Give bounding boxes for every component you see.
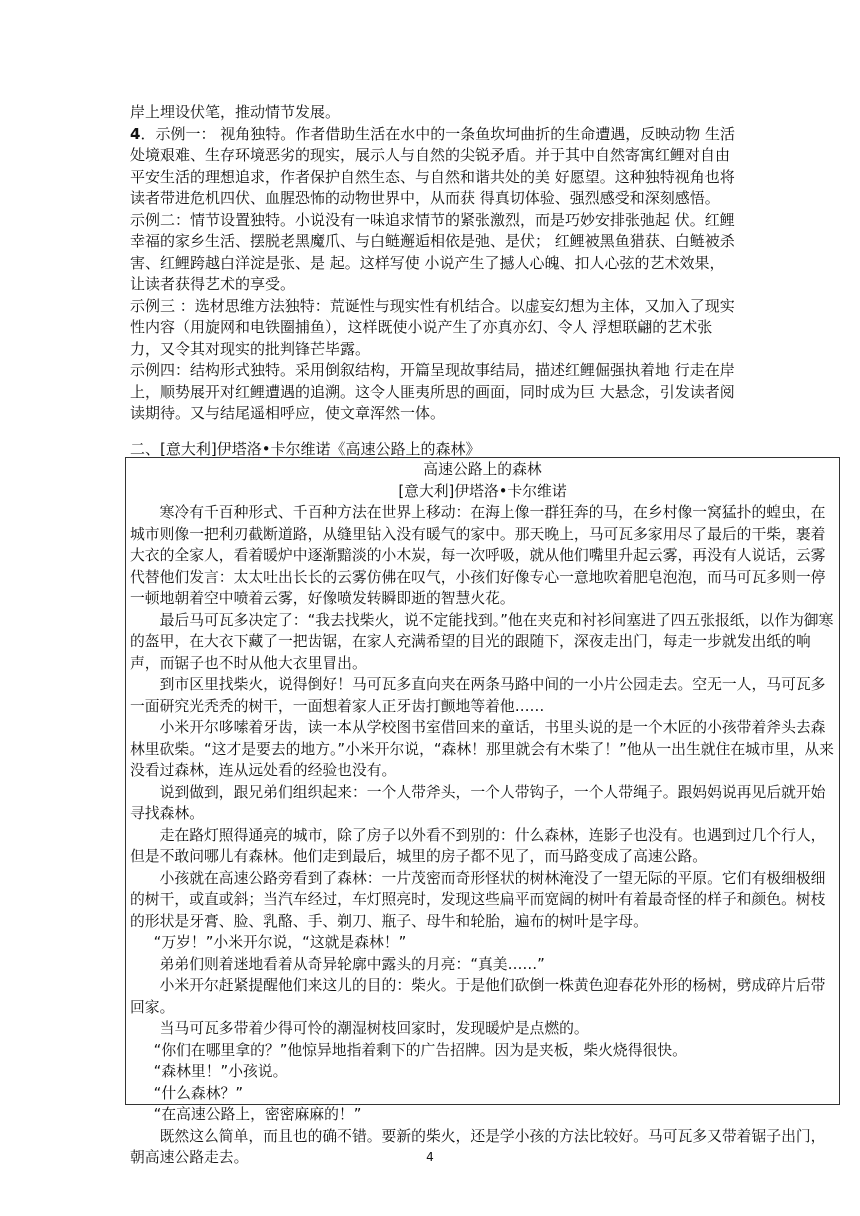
story-paragraph: 说到做到，跟兄弟们组织起来：一个人带斧头，一个人带钩子，一个人带绳子。跟妈妈说再见后就开始寻找森林。: [130, 783, 826, 822]
item-number: 4: [130, 124, 141, 143]
story-title: 高速公路上的森林: [423, 461, 542, 478]
story-paragraph: 当马可瓦多带着少得可怜的潮湿树枝回家时，发现暖炉是点燃的。: [159, 1020, 589, 1037]
story-paragraph: 到市区里找柴火，说得倒好！马可瓦多直向夹在两条马路中间的一小片公园走去。空无一人，马可瓦多一面研究光秃秃的树干，一面想着家人正牙齿打颤地等着他……: [130, 676, 826, 715]
story-paragraph: 最后马可瓦多决定了：“我去找柴火，说不定能找到。”他在夹克和衬衫间塞进了四五张报纸，以作为御寒的盔甲，在大衣下藏了一把齿锯，在家人充满希望的目光的跟随下，深夜走出门，每走一步就发出纸的响声，而锯子也不时从他大衣里冒出。: [130, 611, 834, 672]
story-paragraph: 小米开尔赶紧提醒他们来这儿的目的：柴火。于是他们砍倒一株黄色迎春花外形的杨树，劈成碎片后带回家。: [130, 977, 826, 1016]
story-paragraph: 小孩就在高速公路旁看到了森林：一片茂密而奇形怪状的树林淹没了一望无际的平原。它们有极细极细的树干，或直或斜；当汽车经过，车灯照亮时，发现这些扁平而宽阔的树叶有着最奇怪的样子和颜色。树枝的形状是牙膏、脸、乳酪、手、剃刀、瓶子、母牛和轮胎，遍布的树叶是字母。: [130, 869, 826, 930]
example-4: 示例四：结构形式独特。采用倒叙结构，开篇呈现故事结局，描述红鲤倔强执着地 行走在岸上，顺势展开对红鲤遭遇的追溯。这令人匪夷所思的画面，同时成为巨 大悬念，引发读者阅读期待。又与结尾遥相呼应，使文章浑然一体。: [130, 361, 735, 422]
story-dialog: “你们在哪里拿的？”他惊异地指着剩下的广告招牌。因为是夹板，柴火烧得很快。: [153, 1041, 687, 1059]
story-dialog: “在高速公路上，密密麻麻的！”: [153, 1106, 362, 1123]
story-paragraph: 既然这么简单，而且也的确不错。要新的柴火，还是学小孩的方法比较好。马可瓦多又带着锯子出门，朝高速公路走去。: [130, 1127, 826, 1166]
story-author: [意大利]伊塔洛•卡尔维诺: [398, 482, 567, 500]
story-paragraph: 走在路灯照得通亮的城市，除了房子以外看不到别的：什么森林，连影子也没有。也遇到过几个行人，但是不敢问哪儿有森林。他们走到最后，城里的房子都不见了，而马路变成了高速公路。: [130, 826, 826, 865]
story-box: [125, 457, 840, 1166]
section-heading: 二、[意大利]伊塔洛•卡尔维诺《高速公路上的森林》: [130, 440, 481, 458]
story-dialog: “什么森林？”: [153, 1084, 243, 1102]
example-2: 示例二：情节设置独特。小说没有一味追求情节的紧张激烈，而是巧妙安排张弛起 伏。红鲤幸福的家乡生活、摆脱老黑魔爪、与白鲢邂逅相依是弛、是伏； 红鲤被黑鱼猎获、白鲢被杀害、红鲤跨越白洋淀是张、是 起。这样写使 小说产生了撼人心魄、扣人心弦的艺术效果，让读者获得艺术的享受。: [130, 210, 735, 293]
story-paragraph: 弟弟们则着迷地看着从奇异轮廓中露头的月亮：“真美……”: [159, 955, 545, 973]
story-paragraph: 小米开尔哆嗦着牙齿，读一本从学校图书室借回来的童话，书里头说的是一个木匠的小孩带着斧头去森林里砍柴。“这才是要去的地方。”小米开尔说，“森林！那里就会有木柴了！”他从一出生就住在城市里，从来没看过森林，连从远处看的经验也没有。: [130, 719, 834, 779]
answer-section: [130, 102, 738, 425]
item-4-text: ．示例一： 视角独特。作者借助生活在水中的一条鱼坎坷曲折的生命遭遇，反映动物 生活处境艰难、生存环境恶劣的现实，展示人与自然的尖锐矛盾。并于其中自然寄寓红鲤对自由平安生活的理想追求，作者保护自然生态、与自然和谐共处的美 好愿望。这种独特视角也将读者带进危机四伏、血腥恐怖的动物世界中，从而获 得真切体验、强烈感受和深刻感悟。: [130, 124, 735, 207]
carry-over-line: 岸上埋设伏笔，推动情节发展。: [130, 103, 341, 121]
page-number: 4: [426, 1150, 434, 1164]
answer-item-4: [130, 124, 738, 210]
story-paragraph: 寒冷有千百种形式、千百种方法在世界上移动：在海上像一群狂奔的马，在乡村像一窝猛扑的蝗虫，在城市则像一把利刃截断道路，从缝里钻入没有暖气的家中。那天晚上，马可瓦多家用尽了最后的干柴，裹着大衣的全家人，看着暖炉中逐渐黯淡的小木炭，每一次呼吸，就从他们嘴里升起云雾，再没有人说话，云雾代替他们发言：太太吐出长长的云雾仿佛在叹气，小孩们好像专心一意地吹着肥皂泡泡，而马可瓦多则一停一顿地朝着空中喷着云雾，好像喷发转瞬即逝的智慧火花。: [130, 504, 826, 607]
story-dialog: “万岁！”小米开尔说，“这就是森林！”: [153, 934, 407, 951]
example-3: 示例三 ：选材思维方法独特：荒诞性与现实性有机结合。以虚妄幻想为主体，又加入了现实性内容（用旋网和电铁圈捕鱼），这样既使小说产生了亦真亦幻、令人 浮想联翩的艺术张力，又令其对现实的批判锋芒毕露。: [130, 296, 735, 358]
story-dialog: “森林里！”小孩说。: [153, 1063, 288, 1080]
